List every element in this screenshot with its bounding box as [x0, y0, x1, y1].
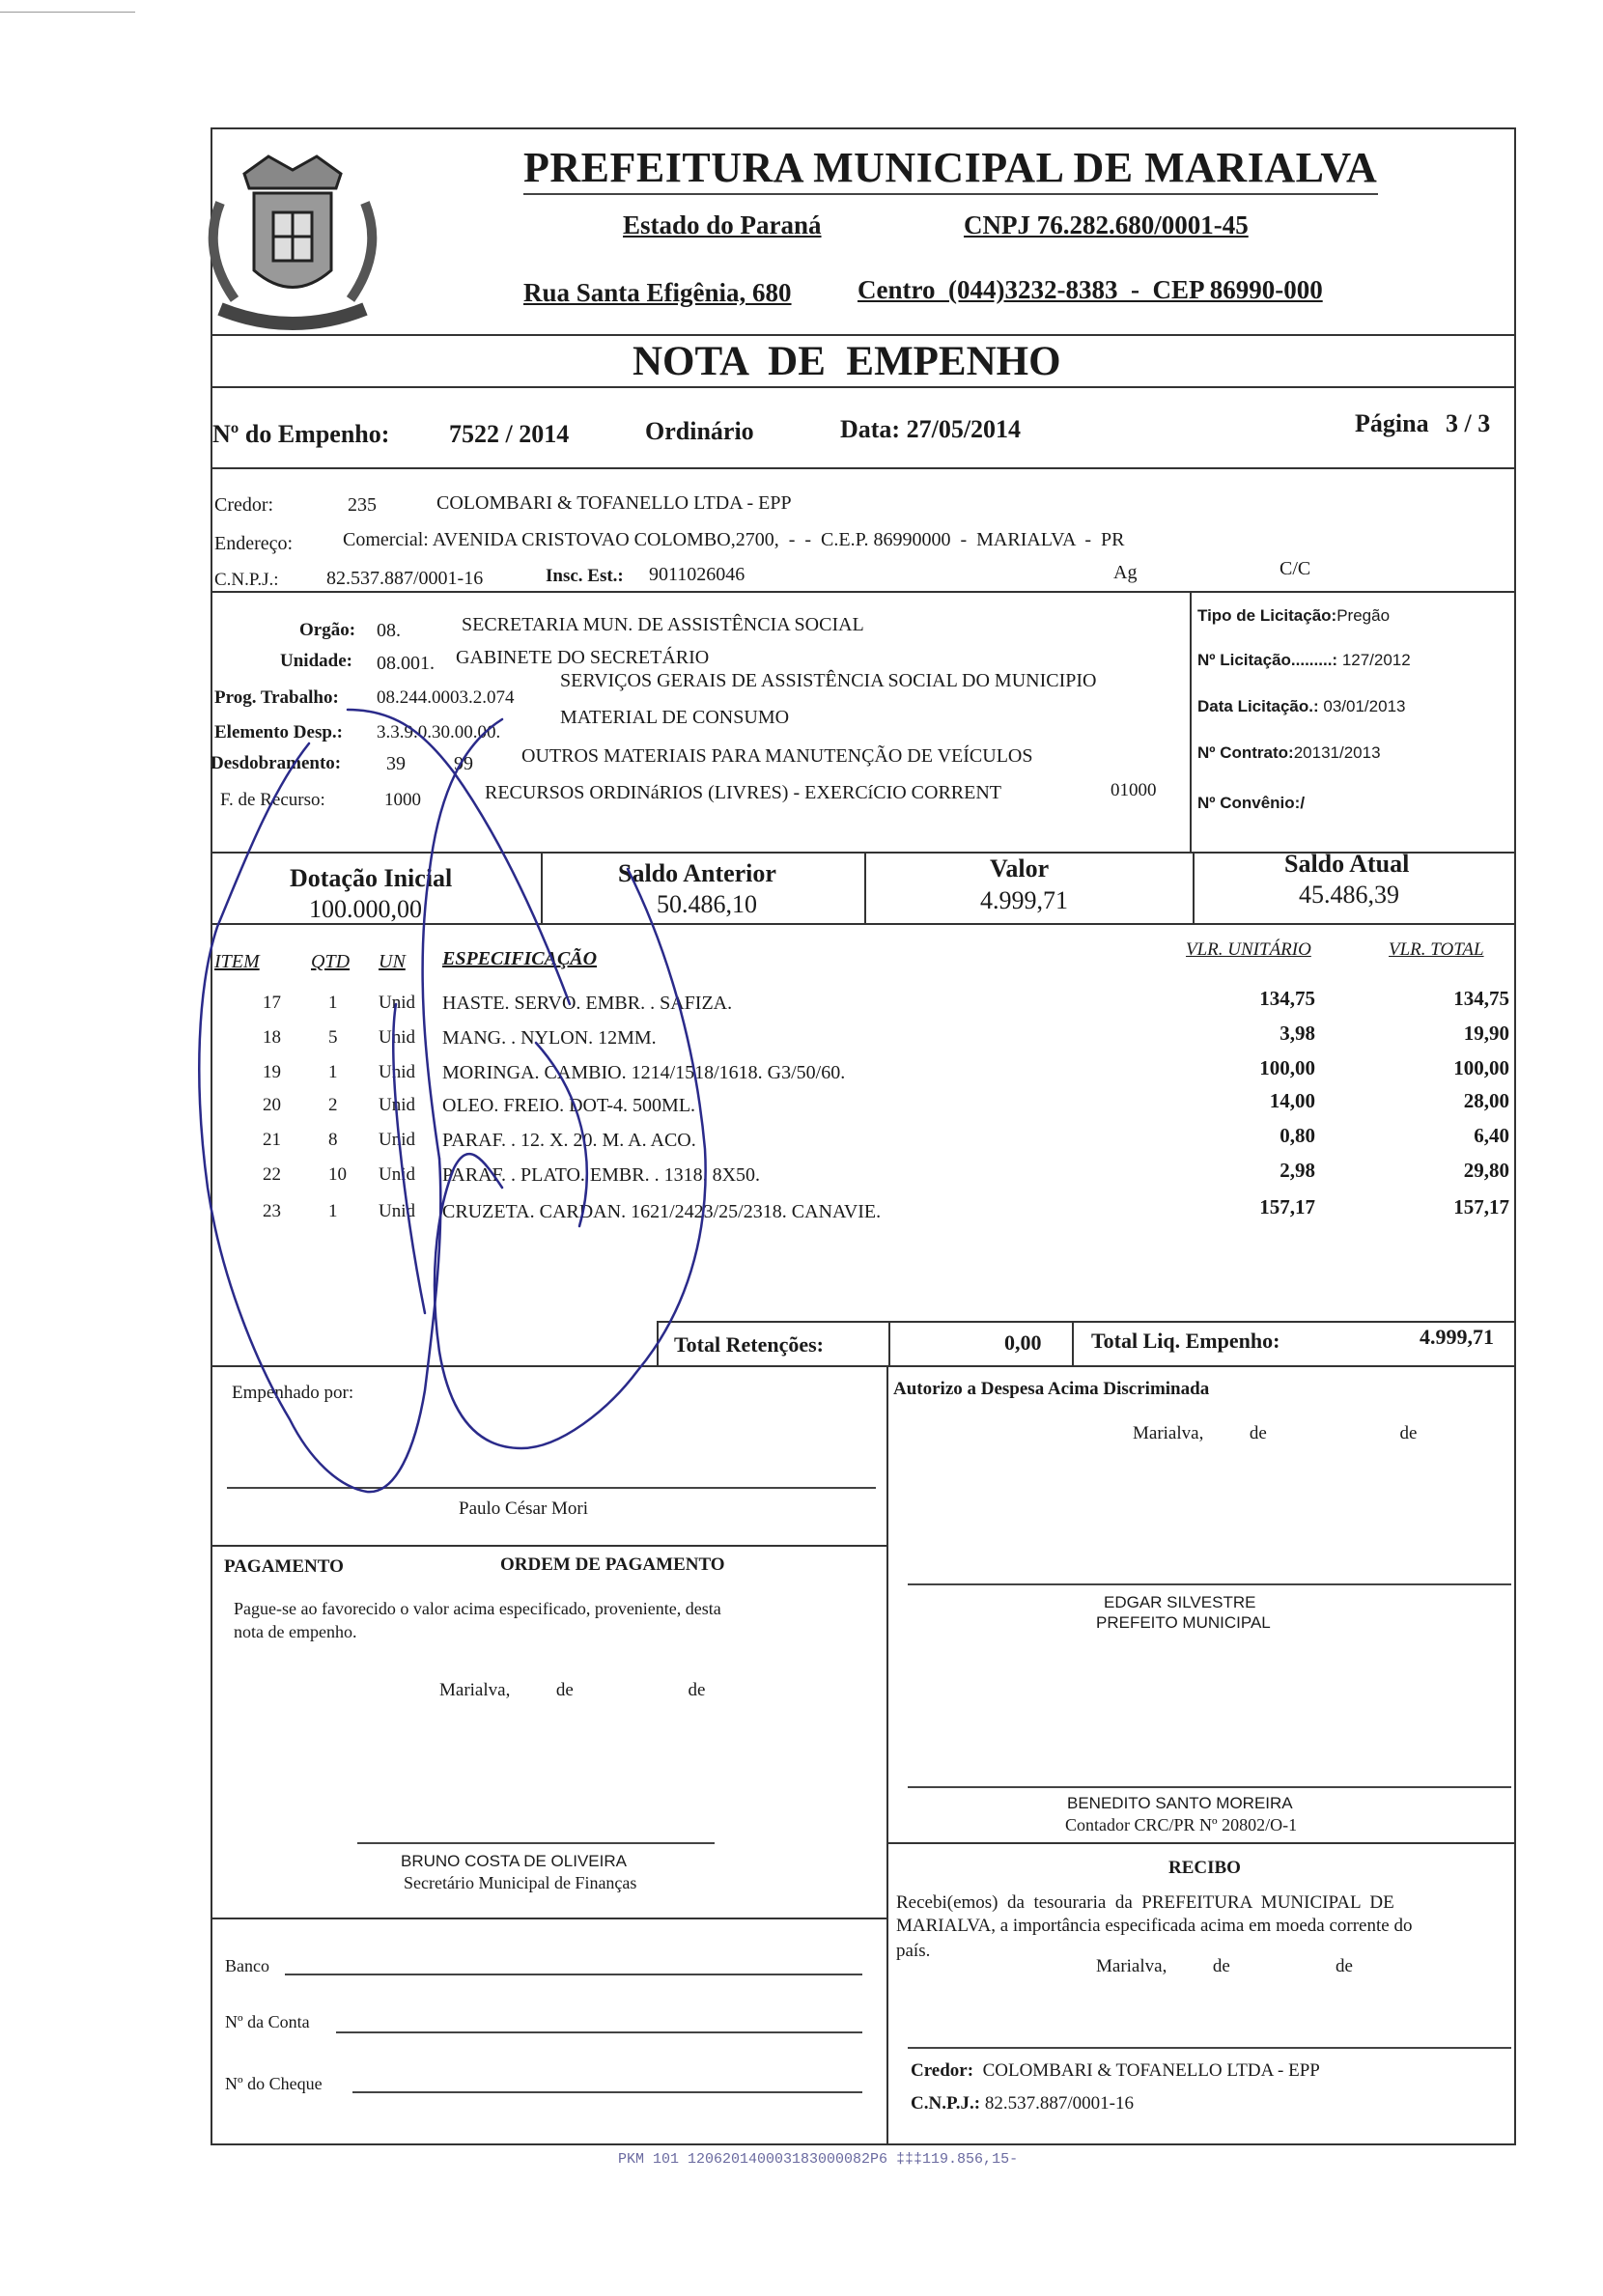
- cell-un: Unid: [379, 1201, 415, 1221]
- col-unit-header: VLR. UNITÁRIO: [1186, 939, 1311, 960]
- recibo-cnpj: 82.537.887/0001-16: [984, 2093, 1134, 2114]
- contador-name: BENEDITO SANTO MOREIRA: [1067, 1794, 1293, 1812]
- credor-cnpj: 82.537.887/0001-16: [326, 568, 484, 589]
- licitacao-type: Pregão: [1336, 606, 1391, 625]
- credor-label: Credor:: [214, 494, 274, 516]
- cell-total: 28,00: [1463, 1089, 1509, 1112]
- cnpj-label: CNPJ 76.282.680/0001-45: [964, 210, 1249, 239]
- cell-unit: 157,17: [1259, 1195, 1315, 1218]
- cell-un: Unid: [379, 1095, 415, 1115]
- cell-qtd: 10: [328, 1164, 347, 1185]
- autorizo-text: Autorizo a Despesa Acima Discriminada: [893, 1379, 1210, 1399]
- desd-name: OUTROS MATERIAIS PARA MANUTENÇÃO DE VEÍCULOS: [521, 745, 1033, 767]
- insc-value: 9011026046: [649, 564, 745, 585]
- phone-cep-label: Centro (044)3232-8383 - CEP 86990-000: [858, 275, 1323, 304]
- cell-espec: PARAF. . PLATO. EMBR. . 1318. 8X50.: [442, 1164, 761, 1186]
- convenio-label: Nº Convênio:/: [1197, 794, 1306, 812]
- recibo-date-line: Marialva, de de: [1096, 1956, 1353, 1976]
- insc-label: Insc. Est.:: [546, 566, 624, 586]
- empenho-number: 7522 / 2014: [449, 420, 570, 448]
- empenho-label: Nº do Empenho:: [212, 420, 390, 448]
- cell-item: 18: [263, 1027, 281, 1048]
- retencoes-label: Total Retenções:: [674, 1332, 824, 1357]
- conta-label: Nº da Conta: [225, 2012, 310, 2031]
- contrato-label: Nº Contrato:: [1197, 743, 1294, 762]
- banco-label: Banco: [225, 1956, 269, 1975]
- cell-espec: MORINGA. CAMBIO. 1214/1518/1618. G3/50/60.: [442, 1062, 846, 1083]
- valor-value: 4.999,71: [980, 886, 1068, 914]
- prog-name: SERVIÇOS GERAIS DE ASSISTÊNCIA SOCIAL DO MUNICIPIO: [560, 670, 1097, 691]
- fonte-name: RECURSOS ORDINáRIOS (LIVRES) - EXERCíCIO CORRENT: [485, 782, 1002, 803]
- credor-address: Comercial: AVENIDA CRISTOVAO COLOMBO,2700, - - C.E.P. 86990000 - MARIALVA - PR: [343, 529, 1125, 550]
- empenho-type: Ordinário: [645, 417, 754, 445]
- unidade-label: Unidade:: [280, 651, 352, 671]
- address-label: Rua Santa Efigênia, 680: [523, 278, 792, 307]
- org-title: PREFEITURA MUNICIPAL DE MARIALVA: [523, 144, 1378, 191]
- cell-un: Unid: [379, 1027, 415, 1048]
- saldo-atual-label: Saldo Atual: [1284, 850, 1410, 878]
- cell-unit: 3,98: [1280, 1022, 1315, 1045]
- valor-label: Valor: [990, 854, 1050, 882]
- licitacao-type-label: Tipo de Licitação:: [1197, 606, 1337, 625]
- licitacao-date-label: Data Licitação.:: [1197, 697, 1319, 715]
- unidade-code: 08.001.: [377, 653, 435, 674]
- cell-total: 6,40: [1474, 1124, 1509, 1147]
- page-label: Página: [1355, 409, 1429, 437]
- licitacao-date: 03/01/2013: [1323, 697, 1406, 715]
- empenhado-label: Empenhado por:: [232, 1383, 354, 1403]
- orgao-label: Orgão:: [299, 620, 356, 640]
- cheque-label: Nº do Cheque: [225, 2074, 323, 2093]
- prefeito-title: PREFEITO MUNICIPAL: [1096, 1613, 1271, 1632]
- recibo-text-1: Recebi(emos) da tesouraria da PREFEITURA MUNICIPAL DE: [896, 1892, 1394, 1913]
- ag-label: Ag: [1113, 562, 1138, 583]
- credor-code: 235: [348, 494, 377, 516]
- cell-unit: 134,75: [1259, 987, 1315, 1010]
- cell-qtd: 1: [328, 1201, 338, 1221]
- col-un-header: UN: [379, 951, 406, 972]
- cell-qtd: 2: [328, 1095, 338, 1115]
- cell-espec: HASTE. SERVO. EMBR. . SAFIZA.: [442, 993, 733, 1014]
- secretario-name: BRUNO COSTA DE OLIVEIRA: [401, 1852, 627, 1870]
- recibo-text-2: MARIALVA, a importância especificada acima em moeda corrente do: [896, 1916, 1413, 1936]
- col-item-header: ITEM: [214, 951, 260, 972]
- empenhado-name: Paulo César Mori: [459, 1498, 589, 1519]
- orgao-name: SECRETARIA MUN. DE ASSISTÊNCIA SOCIAL: [462, 614, 864, 635]
- cell-unit: 100,00: [1259, 1056, 1315, 1079]
- cc-label: C/C: [1280, 558, 1311, 579]
- state-label: Estado do Paraná: [623, 210, 822, 239]
- cell-item: 22: [263, 1164, 281, 1185]
- cell-total: 29,80: [1463, 1159, 1509, 1182]
- recibo-text-3: país.: [896, 1941, 931, 1961]
- credor-cnpj-label: C.N.P.J.:: [214, 570, 279, 590]
- recibo-cnpj-label: C.N.P.J.:: [911, 2093, 981, 2114]
- prog-code: 08.244.0003.2.074: [377, 687, 515, 708]
- licitacao-num-label: Nº Licitação.........:: [1197, 651, 1338, 669]
- cell-qtd: 1: [328, 993, 338, 1013]
- address-field-label: Endereço:: [214, 533, 294, 554]
- cell-espec: OLEO. FREIO. DOT-4. 500ML.: [442, 1095, 696, 1116]
- liq-empenho-value: 4.999,71: [1420, 1325, 1494, 1349]
- prog-label: Prog. Trabalho:: [214, 687, 339, 708]
- recibo-credor-label: Credor:: [911, 2060, 974, 2081]
- dotacao-value: 100.000,00: [309, 895, 422, 923]
- cell-total: 157,17: [1453, 1195, 1509, 1218]
- footer-auth-code: PKM 101 120620140003183000082P6 ‡‡‡119.856,15-: [618, 2151, 1019, 2168]
- ordem-pagamento-label: ORDEM DE PAGAMENTO: [500, 1554, 725, 1575]
- pagamento-date-line: Marialva, de de: [439, 1680, 706, 1700]
- contador-title: Contador CRC/PR Nº 20802/O-1: [1065, 1815, 1298, 1834]
- desd-code2: 99: [454, 753, 473, 774]
- elem-code: 3.3.9.0.30.00.00.: [377, 722, 501, 742]
- credor-name: COLOMBARI & TOFANELLO LTDA - EPP: [436, 492, 792, 514]
- liq-empenho-label: Total Liq. Empenho:: [1091, 1329, 1280, 1353]
- cell-un: Unid: [379, 993, 415, 1013]
- empenho-date: Data: 27/05/2014: [840, 415, 1022, 443]
- elem-name: MATERIAL DE CONSUMO: [560, 707, 790, 728]
- cell-unit: 2,98: [1280, 1159, 1315, 1182]
- pagamento-text-2: nota de empenho.: [234, 1622, 357, 1641]
- unidade-name: GABINETE DO SECRETÁRIO: [456, 647, 710, 668]
- page-number: 3 / 3: [1446, 409, 1491, 437]
- cell-espec: CRUZETA. CARDAN. 1621/2423/25/2318. CANAVIE.: [442, 1201, 882, 1222]
- cell-unit: 14,00: [1269, 1089, 1315, 1112]
- pagamento-text-1: Pague-se ao favorecido o valor acima especificado, proveniente, desta: [234, 1599, 721, 1618]
- saldo-anterior-value: 50.486,10: [657, 890, 757, 918]
- cell-unit: 0,80: [1280, 1124, 1315, 1147]
- saldo-atual-value: 45.486,39: [1299, 881, 1399, 909]
- cell-qtd: 8: [328, 1130, 338, 1150]
- col-espec-header: ESPECIFICAÇÃO: [442, 948, 598, 969]
- secretario-title: Secretário Municipal de Finanças: [404, 1873, 637, 1892]
- cell-qtd: 5: [328, 1027, 338, 1048]
- autorizo-date-line: Marialva, de de: [1133, 1423, 1418, 1443]
- cell-un: Unid: [379, 1130, 415, 1150]
- dotacao-label: Dotação Inicial: [290, 864, 453, 892]
- cell-qtd: 1: [328, 1062, 338, 1082]
- fonte-code2: 01000: [1111, 780, 1157, 800]
- cell-un: Unid: [379, 1164, 415, 1185]
- recibo-credor-name: COLOMBARI & TOFANELLO LTDA - EPP: [982, 2060, 1320, 2081]
- prefeito-name: EDGAR SILVESTRE: [1104, 1593, 1256, 1611]
- desd-label: Desdobramento:: [211, 753, 342, 773]
- cell-espec: PARAF. . 12. X. 20. M. A. ACO.: [442, 1130, 696, 1151]
- col-total-header: VLR. TOTAL: [1389, 939, 1484, 960]
- cell-un: Unid: [379, 1062, 415, 1082]
- licitacao-num: 127/2012: [1341, 651, 1411, 669]
- elem-label: Elemento Desp.:: [214, 722, 343, 742]
- retencoes-value: 0,00: [1004, 1330, 1042, 1355]
- cell-total: 19,90: [1463, 1022, 1509, 1045]
- orgao-code: 08.: [377, 620, 401, 641]
- doc-title: NOTA DE EMPENHO: [633, 339, 1061, 384]
- cell-item: 19: [263, 1062, 281, 1082]
- cell-total: 100,00: [1453, 1056, 1509, 1079]
- recibo-title: RECIBO: [1168, 1858, 1241, 1878]
- pagamento-label: PAGAMENTO: [224, 1556, 344, 1577]
- saldo-anterior-label: Saldo Anterior: [618, 859, 776, 887]
- cell-item: 21: [263, 1130, 281, 1150]
- cell-item: 17: [263, 993, 281, 1013]
- col-qtd-header: QTD: [311, 951, 351, 972]
- fonte-code: 1000: [384, 790, 421, 810]
- cell-total: 134,75: [1453, 987, 1509, 1010]
- cell-item: 23: [263, 1201, 281, 1221]
- cell-espec: MANG. . NYLON. 12MM.: [442, 1027, 657, 1049]
- desd-code1: 39: [386, 753, 406, 774]
- contrato-value: 20131/2013: [1293, 743, 1381, 762]
- fonte-label: F. de Recurso:: [220, 790, 325, 810]
- cell-item: 20: [263, 1095, 281, 1115]
